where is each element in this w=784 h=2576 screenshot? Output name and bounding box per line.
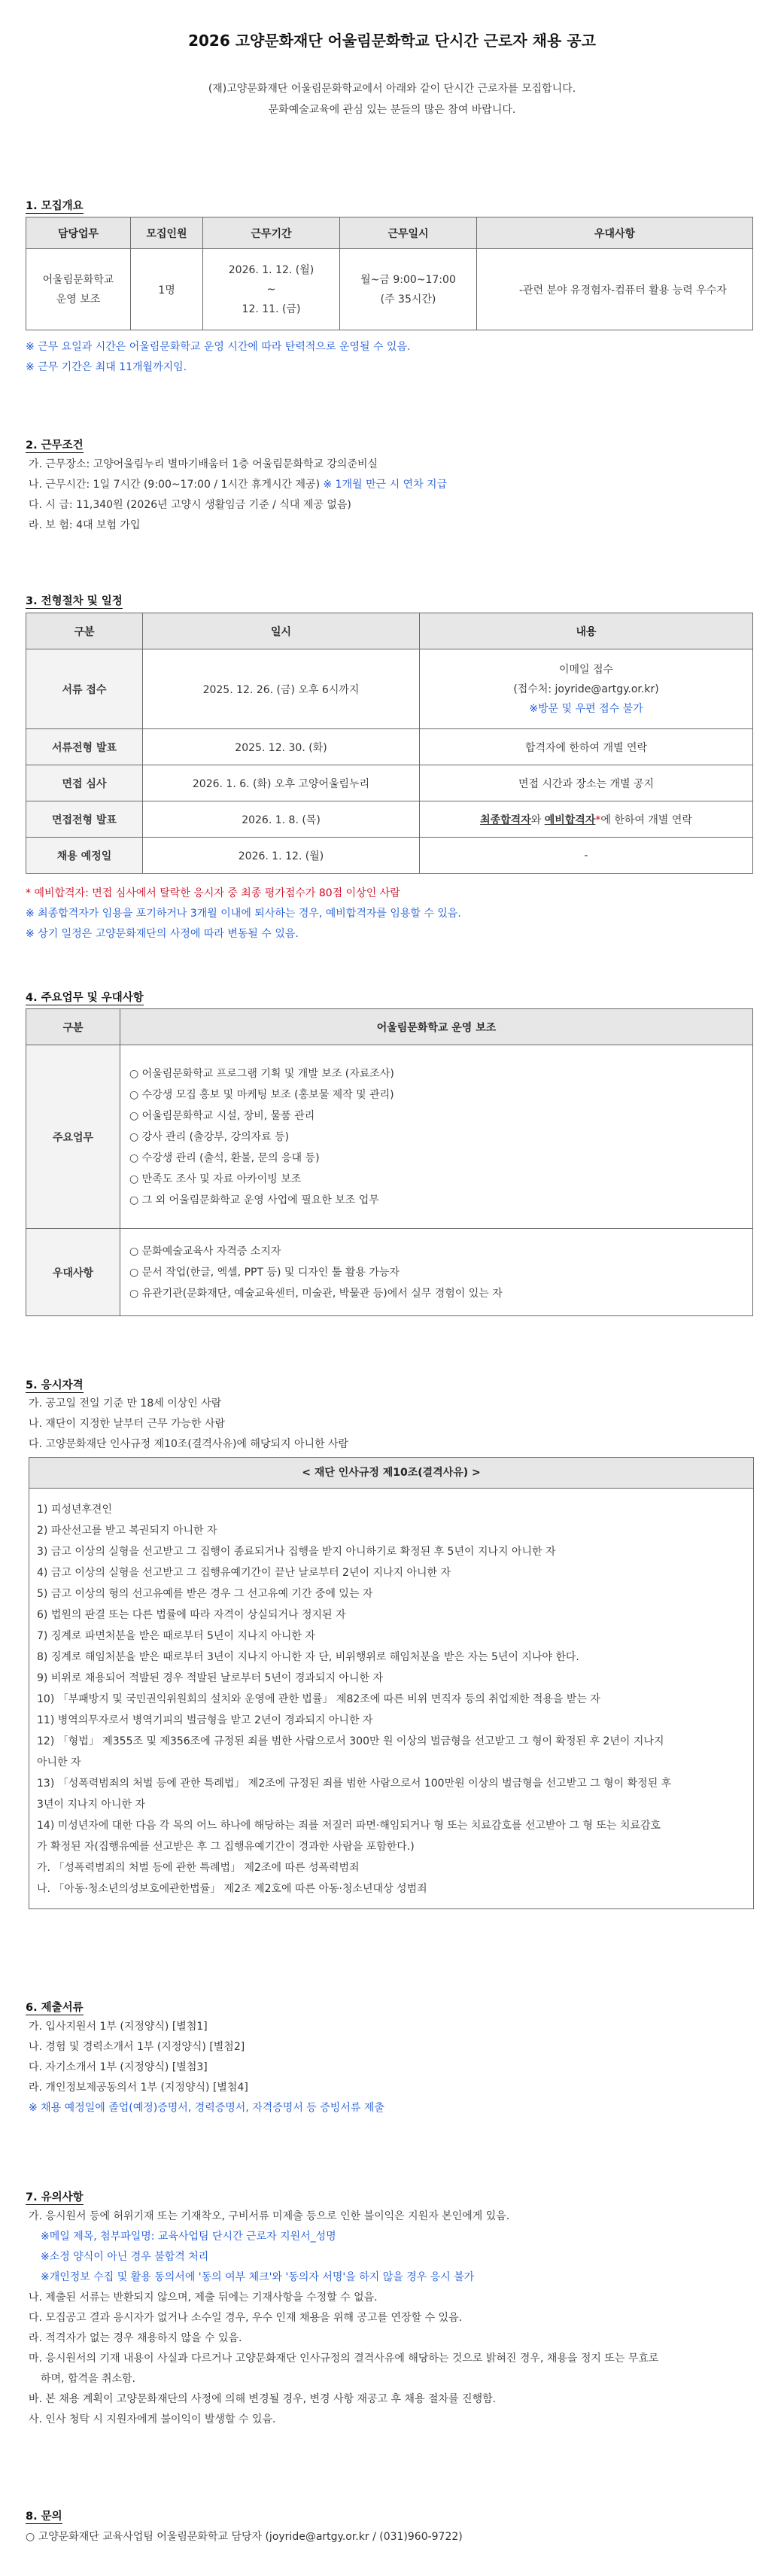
- list-item: 11) 병역의무자로서 병역기피의 벌금형을 받고 2년이 경과되지 아니한 자: [37, 1714, 373, 1726]
- section-3-notes: [26, 884, 461, 944]
- caution-line: 사. 인사 청탁 시 지원자에게 불이익이 발생할 수 있음.: [29, 2413, 276, 2425]
- duty-item: ○ 그 외 어울림문화학교 운영 사업에 필요한 보조 업무: [129, 1194, 379, 1206]
- work-conditions: [29, 455, 447, 536]
- condition-line: 가. 근무장소: 고양어울림누리 별마기배움터 1층 어울림문화학교 강의준비실: [29, 458, 378, 470]
- preference-label: 우대사항: [26, 1229, 120, 1316]
- cell-task: 어울림문화학교 운영 보조: [26, 249, 131, 330]
- list-item: 가. 「성폭력범죄의 처벌 등에 관한 특례법」 제2조에 따른 성폭력범죄: [37, 1862, 360, 1874]
- caution-line: ※메일 제목, 첨부파일명: 교육사업팀 단시간 근로자 지원서_성명: [41, 2231, 336, 2243]
- preference-list: [120, 1229, 753, 1316]
- section-8-heading: 8. 문의: [26, 2511, 62, 2523]
- preference-item: ○ 문서 작업(한글, 엑셀, PPT 등) 및 디자인 툴 활용 가능자: [129, 1266, 400, 1279]
- duty-item: ○ 수강생 모집 홍보 및 마케팅 보조 (홍보물 제작 및 관리): [129, 1088, 394, 1101]
- condition-line: 다. 시 급: 11,340원 (2026년 고양시 생활임금 기준 / 식대 제공 없음): [29, 499, 351, 511]
- caution-line: 바. 본 채용 계획이 고양문화재단의 사정에 의해 변경될 경우, 변경 사항 재공고 후 채용 절차를 진행함.: [29, 2393, 497, 2405]
- list-item: 나. 「아동·청소년의성보호에관한법률」 제2조 제2호에 따른 아동·청소년대상 성범죄: [37, 1883, 427, 1895]
- header-role: 어울림문화학교 운영 보조: [120, 1009, 753, 1045]
- intro-line-1: (재)고양문화재단 어울림문화학교에서 아래와 같이 단시간 근로자를 모집합니다.: [208, 83, 576, 95]
- eligibility-line: 나. 재단이 지정한 날부터 근무 가능한 사람: [29, 1418, 226, 1430]
- caution-line: ※소정 양식이 아닌 경우 불합격 처리: [41, 2251, 209, 2263]
- duty-item: ○ 수강생 관리 (출석, 환불, 문의 응대 등): [129, 1151, 320, 1164]
- list-item: 1) 피성년후견인: [37, 1504, 112, 1516]
- list-item: 8) 징계로 해임처분을 받은 때로부터 3년이 지나지 아니한 자 단, 비위행위로 해임처분을 받은 자는 5년이 지나야 한다.: [37, 1651, 579, 1663]
- header-hours: 근무일시: [340, 217, 477, 249]
- note-line: ※ 근무 기간은 최대 11개월까지임.: [26, 361, 187, 373]
- cell-preference: -관련 분야 유경험자-컴퓨터 활용 능력 우수자: [477, 249, 753, 330]
- list-item: 5) 금고 이상의 형의 선고유예를 받은 경우 그 선고유예 기간 중에 있는 자: [37, 1588, 373, 1600]
- list-item: 12) 「형법」 제355조 및 제356조에 규정된 죄를 범한 사람으로서 300만 원 이상의 벌금형을 선고받고 그 형이 확정된 후 2년이 지나지: [37, 1735, 664, 1747]
- schedule-row: 채용 예정일 2026. 1. 12. (월) -: [26, 838, 753, 874]
- eligibility-lines: [29, 1394, 348, 1455]
- caution-line: ※개인정보 수집 및 활용 동의서에 '동의 여부 체크'와 '동의자 서명'을 하지 않을 경우 응시 불가: [41, 2271, 475, 2283]
- disqualification-list: [29, 1489, 753, 1908]
- eligibility-line: 다. 고양문화재단 인사규정 제10조(결격사유)에 해당되지 아니한 사람: [29, 1438, 349, 1450]
- cell-period: 2026. 1. 12. (월) ~ 12. 11. (금): [203, 249, 340, 330]
- schedule-row: 면접 심사 2026. 1. 6. (화) 오후 고양어울림누리 면접 시간과 장소는 개별 공지: [26, 765, 753, 801]
- caution-line: 가. 응시원서 등에 허위기재 또는 기재착오, 구비서류 미제출 등으로 인한 불이익은 지원자 본인에게 있음.: [29, 2210, 510, 2222]
- recruitment-table: [26, 217, 753, 330]
- document-line: 나. 경험 및 경력소개서 1부 (지정양식) [별첨2]: [29, 2041, 245, 2053]
- disqualification-box: [29, 1457, 754, 1909]
- intro-line-2: 문화예술교육에 관심 있는 분들의 많은 참여 바랍니다.: [268, 104, 516, 116]
- list-item: 아니한 자: [37, 1756, 81, 1769]
- document-line: 가. 입사지원서 1부 (지정양식) [별첨1]: [29, 2021, 208, 2033]
- list-item: 7) 징계로 파면처분을 받은 때로부터 5년이 지나지 아니한 자: [37, 1630, 315, 1642]
- header-content: 내용: [420, 613, 753, 649]
- caution-lines: [29, 2206, 658, 2430]
- note-line: ※ 최종합격자가 임용을 포기하거나 3개월 이내에 퇴사하는 경우, 예비합격자를 임용할 수 있음.: [26, 908, 461, 920]
- section-4-heading: 4. 주요업무 및 우대사항: [26, 992, 144, 1004]
- section-1-notes: [26, 337, 410, 378]
- section-7-heading: 7. 유의사항: [26, 2191, 84, 2203]
- condition-line: 나. 근무시간: 1일 7시간 (9:00~17:00 / 1시간 휴게시간 제공) ※ 1개월 만근 시 연차 지급: [29, 479, 448, 491]
- duty-item: ○ 강사 관리 (출강부, 강의자료 등): [129, 1130, 290, 1143]
- preference-item: ○ 유관기관(문화재단, 예술교육센터, 미술관, 박물관 등)에서 실무 경험이 있는 자: [129, 1287, 503, 1300]
- document-line: 다. 자기소개서 1부 (지정양식) [별첨3]: [29, 2061, 208, 2073]
- header-category: 구분: [26, 1009, 120, 1045]
- section-2-heading: 2. 근무조건: [26, 439, 84, 452]
- caution-line: 마. 응시원서의 기재 내용이 사실과 다르거나 고양문화재단 인사규정의 결격사유에 해당하는 것으로 밝혀진 경우, 채용을 정지 또는 무효로: [29, 2352, 659, 2365]
- section-6-heading: 6. 제출서류: [26, 2002, 84, 2014]
- caution-line: 라. 적격자가 없는 경우 채용하지 않을 수 있음.: [29, 2332, 242, 2344]
- disqualification-title: < 재단 인사규정 제10조(결격사유) >: [29, 1458, 753, 1489]
- document-note: ※ 채용 예정일에 졸업(예정)증명서, 경력증명서, 자격증명서 등 증빙서류 제출: [29, 2102, 384, 2114]
- eligibility-line: 가. 공고일 전일 기준 만 18세 이상인 사람: [29, 1397, 222, 1410]
- list-item: 13) 「성폭력범죄의 처벌 등에 관한 특례법」 제2조에 규정된 죄를 범한 사람으로서 100만원 이상의 벌금형을 선고받고 그 형이 확정된 후: [37, 1778, 672, 1790]
- section-1-heading: 1. 모집개요: [26, 200, 84, 212]
- list-item: 3년이 지나지 아니한 자: [37, 1799, 145, 1811]
- caution-line: 하며, 합격을 취소함.: [41, 2373, 135, 2385]
- schedule-row: 서류 접수 2025. 12. 26. (금) 오후 6시까지 이메일 접수 (접수처: joyride@artgy.or.kr) ※방문 및 우편 접수 불가: [26, 649, 753, 729]
- header-count: 모집인원: [131, 217, 203, 249]
- list-item: 3) 금고 이상의 실형을 선고받고 그 집행이 종료되거나 집행을 받지 아니하기로 확정된 후 5년이 지나지 아니한 자: [37, 1546, 556, 1558]
- section-5-heading: 5. 응시자격: [26, 1379, 84, 1391]
- note-line: ※ 근무 요일과 시간은 어울림문화학교 운영 시간에 따라 탄력적으로 운영될 수 있음.: [26, 341, 411, 353]
- cell-hours: 월~금 9:00~17:00 (주 35시간): [340, 249, 477, 330]
- list-item: 14) 미성년자에 대한 다음 각 목의 어느 하나에 해당하는 죄를 저질러 파면·해임되거나 형 또는 치료감호를 선고받아 그 형 또는 치료감호: [37, 1820, 661, 1832]
- header-preference: 우대사항: [477, 217, 753, 249]
- duties-table: [26, 1008, 753, 1316]
- caution-line: 다. 모집공고 결과 응시자가 없거나 소수일 경우, 우수 인재 채용을 위해 공고를 연장할 수 있음.: [29, 2312, 463, 2324]
- condition-line: 라. 보 험: 4대 보험 가입: [29, 519, 141, 531]
- header-period: 근무기간: [203, 217, 340, 249]
- note-line: * 예비합격자: 면접 심사에서 탈락한 응시자 중 최종 평가점수가 80점 이상인 사람: [26, 887, 400, 899]
- list-item: 가 확정된 자(집행유예를 선고받은 후 그 집행유예기간이 경과한 사람을 포함한다.): [37, 1841, 415, 1853]
- page-title: 2026 고양문화재단 어울림문화학교 단시간 근로자 채용 공고: [188, 32, 596, 50]
- contact-line: ○ 고양문화재단 교육사업팀 어울림문화학교 담당자 (joyride@artgy.or.kr / (031)960-9722): [26, 2531, 463, 2543]
- header-date: 일시: [143, 613, 420, 649]
- schedule-table: [26, 613, 753, 874]
- document-line: 라. 개인정보제공동의서 1부 (지정양식) [별첨4]: [29, 2082, 248, 2094]
- intro-text: [0, 78, 784, 120]
- list-item: 6) 법원의 판결 또는 다른 법률에 따라 자격이 상실되거나 정지된 자: [37, 1609, 346, 1621]
- duty-item: ○ 어울림문화학교 시설, 장비, 물품 관리: [129, 1109, 315, 1122]
- duties-label: 주요업무: [26, 1045, 120, 1229]
- note-line: ※ 상기 일정은 고양문화재단의 사정에 따라 변동될 수 있음.: [26, 928, 299, 940]
- list-item: 2) 파산선고를 받고 복권되지 아니한 자: [37, 1525, 217, 1537]
- list-item: 10) 「부패방지 및 국민권익위원회의 설치와 운영에 관한 법률」 제82조에 따른 비위 면직자 등의 취업제한 적용을 받는 자: [37, 1693, 600, 1705]
- preference-item: ○ 문화예술교육사 자격증 소지자: [129, 1245, 281, 1258]
- duty-item: ○ 만족도 조사 및 자료 아카이빙 보조: [129, 1172, 302, 1185]
- documents-lines: [29, 2017, 384, 2118]
- schedule-row: 서류전형 발표 2025. 12. 30. (화) 합격자에 한하여 개별 연락: [26, 729, 753, 765]
- cell-count: 1명: [131, 249, 203, 330]
- duty-item: ○ 어울림문화학교 프로그램 기획 및 개발 보조 (자료조사): [129, 1067, 394, 1080]
- list-item: 4) 금고 이상의 실형을 선고받고 그 집행유예기간이 끝난 날로부터 2년이 지나지 아니한 자: [37, 1567, 451, 1579]
- section-3-heading: 3. 전형절차 및 일정: [26, 595, 123, 607]
- caution-line: 나. 제출된 서류는 반환되지 않으며, 제출 뒤에는 기재사항을 수정할 수 없음.: [29, 2292, 378, 2304]
- header-category: 구분: [26, 613, 143, 649]
- header-task: 담당업무: [26, 217, 131, 249]
- schedule-row: 면접전형 발표 2026. 1. 8. (목) 최종합격자와 예비합격자*에 한하여 개별 연락: [26, 801, 753, 838]
- duties-list: [120, 1045, 753, 1229]
- list-item: 9) 비위로 채용되어 적발된 경우 적발된 날로부터 5년이 경과되지 아니한 자: [37, 1672, 383, 1684]
